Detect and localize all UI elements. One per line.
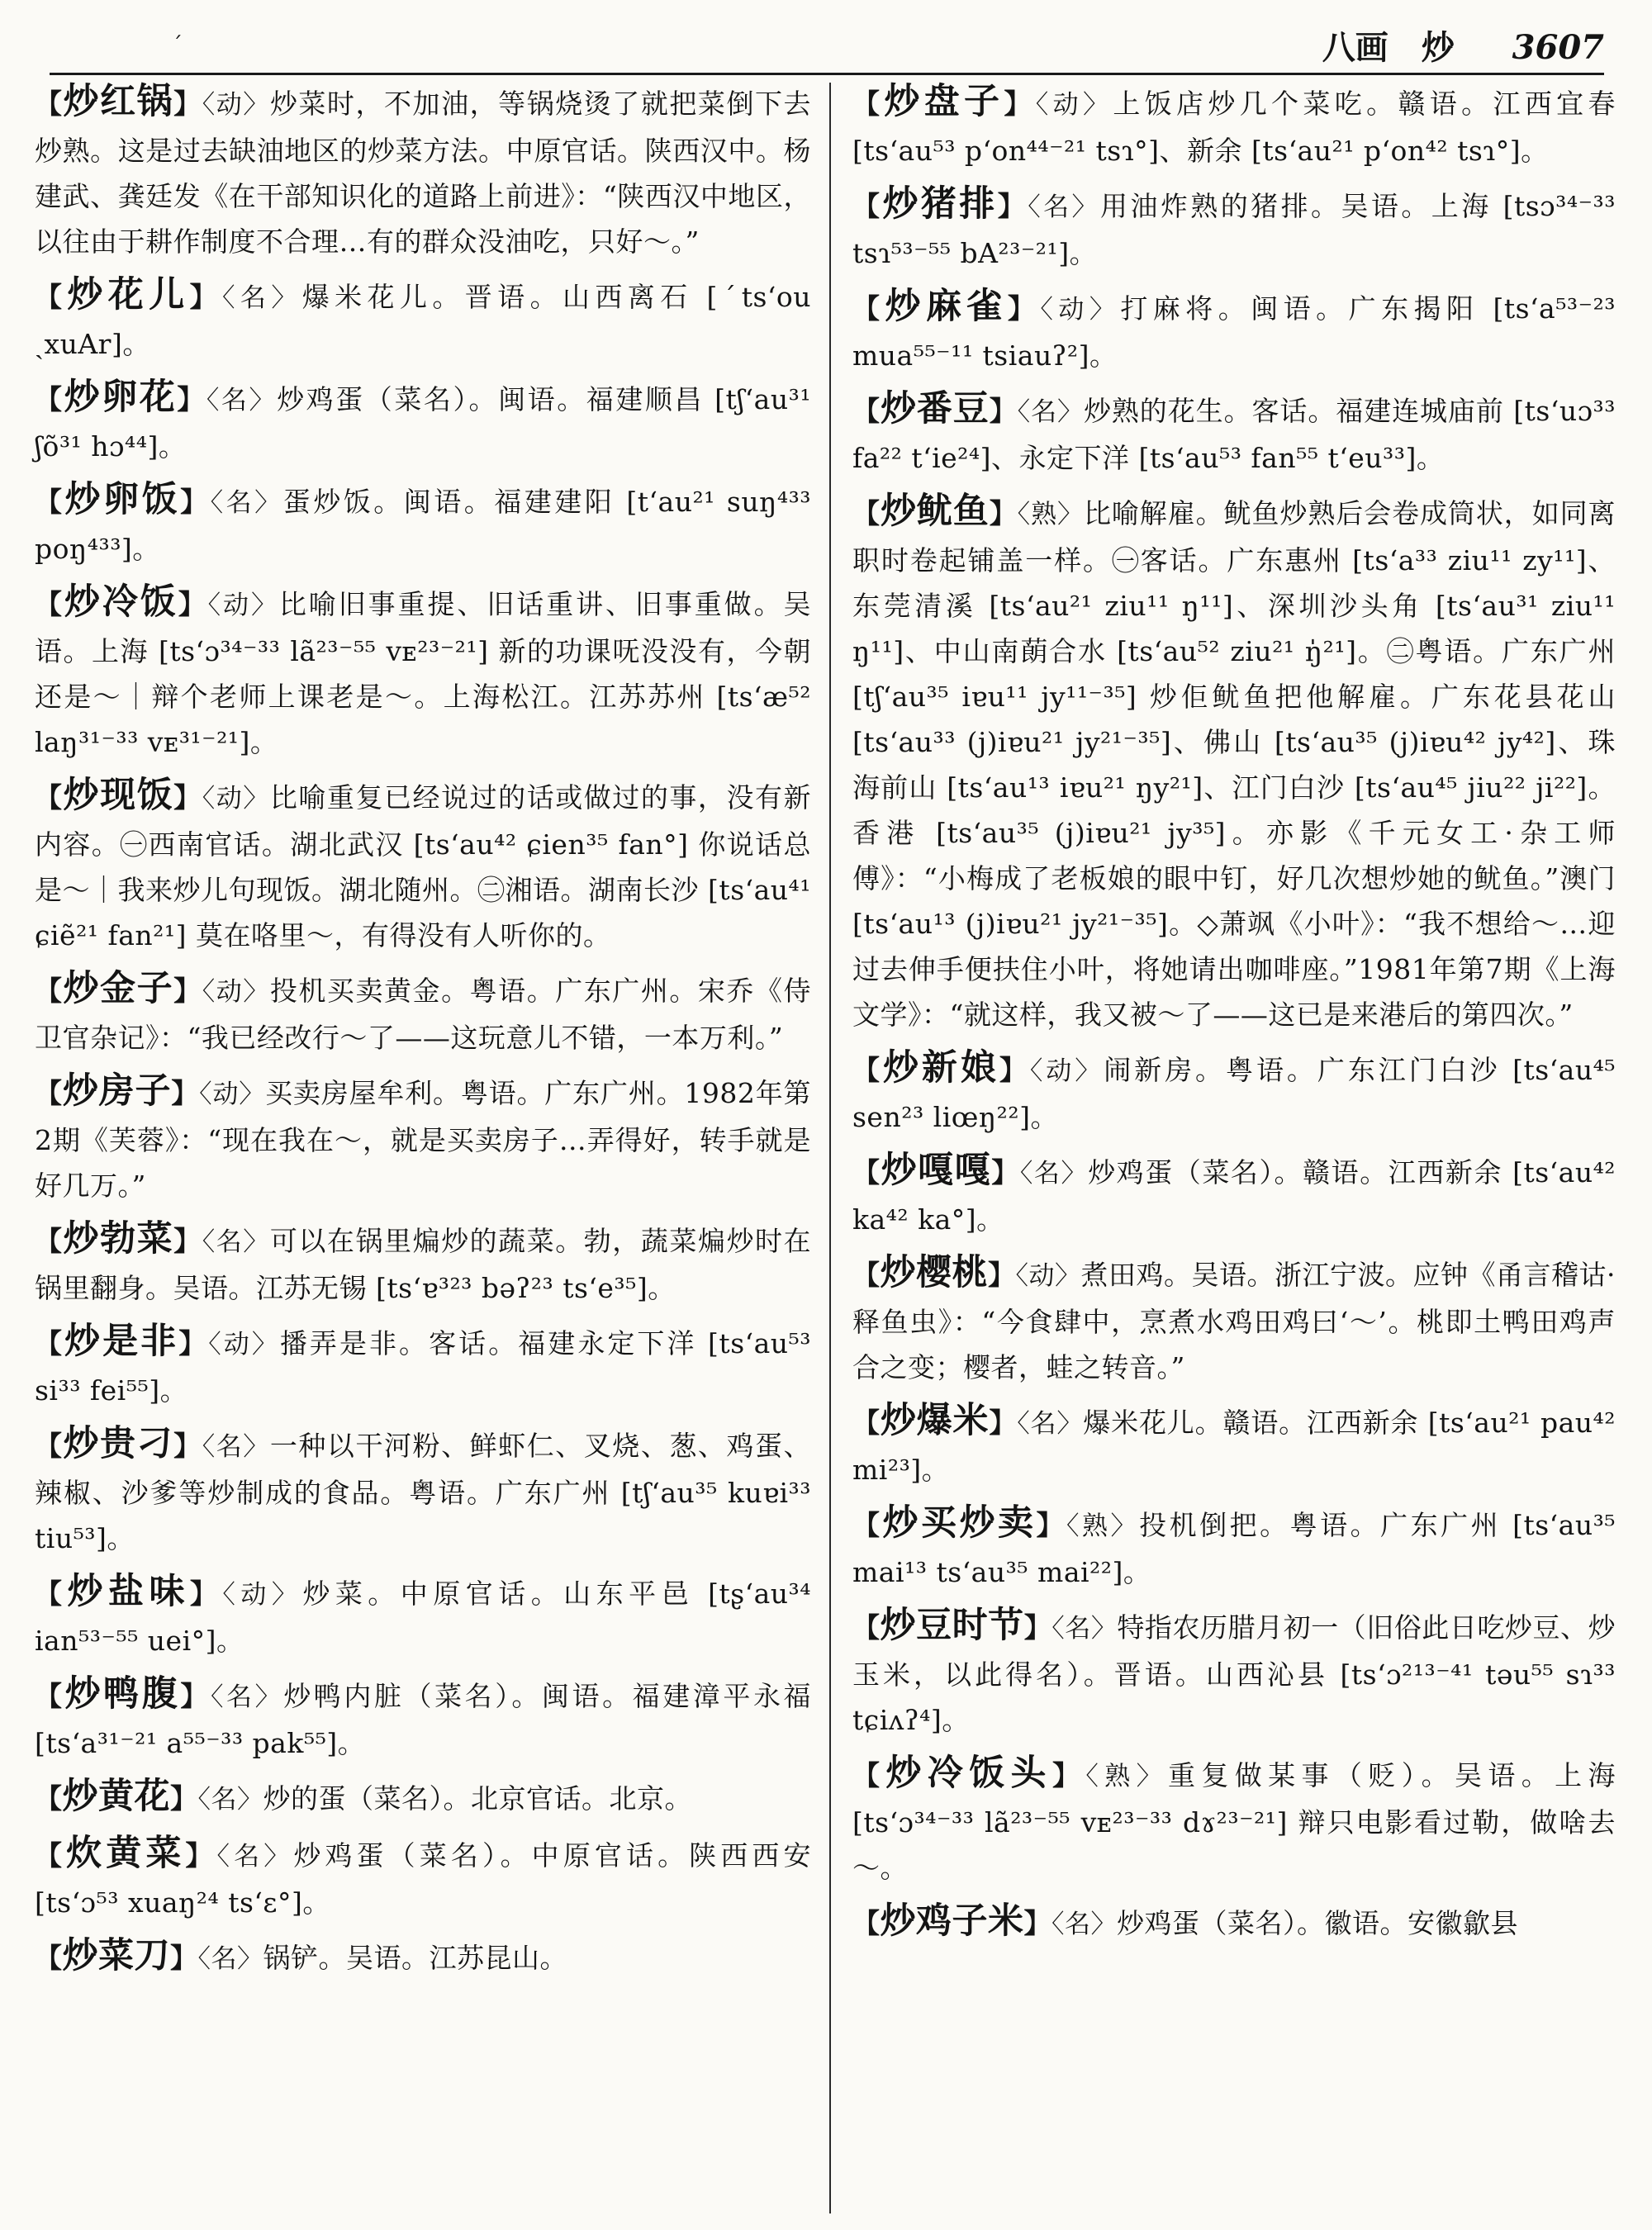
entry-headword: 炒冷饭头 bbox=[885, 1753, 1052, 1794]
entry-definition: 炒菜时，不加油，等锅烧烫了就把菜倒下去炒熟。这是过去缺油地区的炒菜方法。中原官话。陕西汉中。杨建武、龚廷发《在干部知识化的道路上前进》：“陕西汉中地区，以往由于耕作制度不合理…有的群众没油吃，只好～。” bbox=[35, 88, 812, 258]
dictionary-entry bbox=[35, 1569, 811, 1663]
entry-headword: 炒新娘 bbox=[882, 1047, 999, 1089]
entry-part-of-speech: 〈名〉 bbox=[1051, 1910, 1117, 1939]
bracket-open: 【 bbox=[35, 975, 64, 1007]
bracket-close: 】 bbox=[189, 1578, 223, 1610]
entry-definition: 用油炸熟的猪排。吴语。上海 [tsɔ³⁴⁻³³ tsɿ⁵³⁻⁵⁵ bA²³⁻²¹]。 bbox=[852, 190, 1616, 269]
entry-definition: 特指农历腊月初一（旧俗此日吃炒豆、炒玉米，以此得名）。晋语。山西沁县 [ts‘ɔ²¹³⁻⁴¹ təu⁵⁵ sɿ³³ tɕiʌʔ⁴]。 bbox=[852, 1611, 1616, 1736]
right-column bbox=[852, 79, 1616, 1956]
bracket-close: 】 bbox=[178, 1327, 209, 1359]
bracket-close: 】 bbox=[988, 1259, 1016, 1291]
entry-part-of-speech: 〈动〉 bbox=[1015, 1261, 1081, 1291]
entry-headword: 炒菜刀 bbox=[62, 1935, 170, 1976]
dictionary-entry bbox=[852, 1398, 1616, 1492]
bracket-close: 】 bbox=[189, 281, 223, 313]
entry-definition: 闹新房。粤语。广东江门白沙 [ts‘au⁴⁵ sen²³ liœŋ²²]。 bbox=[852, 1054, 1616, 1133]
entry-definition: 打麻将。闽语。广东揭阳 [ts‘a⁵³⁻²³ mua⁵⁵⁻¹¹ tsiauʔ²]。 bbox=[852, 292, 1616, 372]
entry-part-of-speech: 〈名〉 bbox=[202, 1227, 270, 1257]
dictionary-entry bbox=[852, 1751, 1616, 1891]
entry-headword: 炒贵刁 bbox=[63, 1423, 174, 1464]
bracket-close: 】 bbox=[173, 781, 202, 814]
entry-definition: 投机倒把。粤语。广东广州 [ts‘au³⁵ mai¹³ ts‘au³⁵ mai²²]。 bbox=[852, 1509, 1616, 1588]
bracket-close: 】 bbox=[989, 1407, 1018, 1439]
entry-definition: 炒的蛋（菜名）。北京官话。北京。 bbox=[263, 1782, 692, 1815]
entry-part-of-speech: 〈名〉 bbox=[216, 1842, 294, 1872]
entry-headword: 炒鸡子米 bbox=[880, 1900, 1024, 1942]
bracket-open: 【 bbox=[852, 1907, 881, 1939]
dictionary-entry bbox=[35, 375, 811, 469]
entry-headword: 炒猪排 bbox=[882, 183, 998, 225]
bracket-close: 】 bbox=[989, 395, 1018, 427]
dictionary-entry bbox=[852, 79, 1616, 173]
dictionary-entry bbox=[35, 1672, 811, 1766]
bracket-open: 【 bbox=[35, 1430, 64, 1462]
entry-part-of-speech: 〈熟〉 bbox=[1085, 1762, 1168, 1791]
entry-headword: 炒卵饭 bbox=[64, 479, 181, 520]
entry-definition: 买卖房屋牟利。粤语。广东广州。1982年第2期《芙蓉》：“现在我在～，就是买卖房子…弄得好，转手就是好几万。” bbox=[35, 1077, 812, 1202]
dictionary-entry bbox=[852, 1603, 1616, 1743]
page-header bbox=[50, 15, 1604, 75]
entry-headword: 炒爆米 bbox=[880, 1400, 990, 1441]
bracket-open: 【 bbox=[35, 1942, 63, 1974]
dictionary-entry bbox=[35, 1831, 811, 1925]
bracket-open: 【 bbox=[35, 1077, 63, 1109]
bracket-open: 【 bbox=[35, 1578, 68, 1610]
header-section: 八画 bbox=[1322, 28, 1389, 67]
bracket-open: 【 bbox=[852, 1259, 881, 1291]
entry-headword: 炒房子 bbox=[62, 1070, 172, 1112]
bracket-open: 【 bbox=[852, 1759, 886, 1791]
entry-headword: 炒鸭腹 bbox=[64, 1673, 181, 1715]
dictionary-entry bbox=[35, 477, 811, 572]
bracket-open: 【 bbox=[35, 1225, 64, 1257]
header-char: 炒 bbox=[1421, 28, 1455, 67]
dictionary-entry bbox=[852, 1148, 1616, 1242]
bracket-open: 【 bbox=[852, 1407, 881, 1439]
entry-part-of-speech: 〈熟〉 bbox=[1066, 1511, 1140, 1541]
entry-definition: 炒熟的花生。客话。福建连城庙前 [ts‘uɔ³³ fa²² t‘ie²⁴]、永定下洋 [ts‘au⁵³ fan⁵⁵ t‘eu³³]。 bbox=[852, 395, 1616, 474]
bracket-close: 】 bbox=[173, 88, 202, 120]
entry-part-of-speech: 〈动〉 bbox=[202, 784, 270, 814]
entry-headword: 炒嘎嘎 bbox=[881, 1150, 992, 1191]
dictionary-entry bbox=[852, 1899, 1616, 1948]
entry-headword: 炒豆时节 bbox=[880, 1605, 1024, 1646]
entry-part-of-speech: 〈动〉 bbox=[1029, 1056, 1104, 1086]
entry-headword: 炒勃菜 bbox=[63, 1218, 174, 1260]
header-mark: ˊ bbox=[172, 33, 183, 58]
entry-headword: 炒冷饭 bbox=[64, 581, 178, 623]
bracket-close: 】 bbox=[170, 1782, 198, 1815]
entry-headword: 炒鱿鱼 bbox=[880, 491, 990, 532]
entry-part-of-speech: 〈名〉 bbox=[1051, 1614, 1118, 1644]
dictionary-entry bbox=[35, 1933, 811, 1982]
bracket-open: 【 bbox=[35, 281, 68, 313]
bracket-close: 】 bbox=[1023, 1907, 1051, 1939]
bracket-close: 】 bbox=[185, 1839, 217, 1872]
bracket-open: 【 bbox=[35, 1680, 65, 1712]
entry-part-of-speech: 〈动〉 bbox=[199, 1079, 266, 1109]
entry-part-of-speech: 〈名〉 bbox=[222, 283, 302, 313]
dictionary-entry bbox=[35, 79, 811, 264]
entry-headword: 炒盘子 bbox=[884, 81, 1004, 122]
entry-definition: 播弄是非。客话。福建永定下洋 [ts‘au⁵³ si³³ fei⁵⁵]。 bbox=[35, 1327, 812, 1407]
bracket-close: 】 bbox=[170, 1942, 198, 1974]
bracket-open: 【 bbox=[852, 1611, 881, 1644]
dictionary-entry bbox=[35, 1774, 811, 1823]
bracket-close: 】 bbox=[173, 1430, 202, 1462]
column-divider bbox=[829, 83, 831, 2213]
bracket-open: 【 bbox=[852, 1054, 883, 1086]
entry-definition: 重复做某事（贬）。吴语。上海 [ts‘ɔ³⁴⁻³³ lã²³⁻⁵⁵ vᴇ²³⁻³³ dɤ²³⁻²¹] 辩只电影看过勒，做啥去～。 bbox=[852, 1759, 1616, 1884]
entry-part-of-speech: 〈名〉 bbox=[206, 386, 278, 415]
left-column bbox=[35, 79, 811, 1990]
entry-definition: 锅铲。吴语。江苏昆山。 bbox=[263, 1942, 567, 1974]
entry-headword: 炒樱桃 bbox=[880, 1252, 988, 1293]
dictionary-entry bbox=[852, 1501, 1616, 1595]
bracket-open: 【 bbox=[35, 781, 64, 814]
bracket-close: 】 bbox=[997, 190, 1028, 222]
entry-part-of-speech: 〈动〉 bbox=[1035, 90, 1113, 120]
bracket-open: 【 bbox=[35, 1327, 65, 1359]
entry-definition: 可以在锅里煸炒的蔬菜。勃，蔬菜煸炒时在锅里翻身。吴语。江苏无锡 [ts‘ɐ³²³ bəʔ²³ ts‘e³⁵]。 bbox=[35, 1225, 812, 1304]
dictionary-entry bbox=[852, 489, 1616, 1037]
bracket-close: 】 bbox=[989, 497, 1018, 529]
dictionary-entry bbox=[35, 1421, 811, 1561]
entry-part-of-speech: 〈名〉 bbox=[197, 1944, 263, 1974]
bracket-close: 】 bbox=[171, 1077, 200, 1109]
entry-part-of-speech: 〈名〉 bbox=[1017, 1409, 1084, 1439]
bracket-close: 】 bbox=[180, 486, 211, 518]
entry-headword: 炒红锅 bbox=[63, 81, 174, 122]
entry-headword: 炒买炒卖 bbox=[882, 1502, 1037, 1544]
dictionary-entry bbox=[35, 773, 811, 958]
entry-definition: 炒鸡蛋（菜名）。闽语。福建顺昌 [tʃ‘au³¹ ʃõ³¹ hɔ⁴⁴]。 bbox=[35, 383, 812, 463]
dictionary-entry bbox=[35, 273, 811, 367]
header-running-title bbox=[1301, 21, 1604, 69]
bracket-open: 【 bbox=[35, 588, 64, 620]
bracket-open: 【 bbox=[35, 383, 64, 415]
bracket-open: 【 bbox=[852, 190, 883, 222]
entry-part-of-speech: 〈名〉 bbox=[202, 1432, 270, 1462]
entry-headword: 炒番豆 bbox=[880, 388, 990, 429]
entry-part-of-speech: 〈动〉 bbox=[207, 591, 279, 620]
entry-headword: 炒现饭 bbox=[63, 775, 174, 816]
entry-definition: 炒鸡蛋（菜名）。中原官话。陕西西安 [ts‘ɔ⁵³ xuaŋ²⁴ ts‘ɛ°]。 bbox=[35, 1839, 812, 1919]
entry-definition: 炒鸭内脏（菜名）。闽语。福建漳平永福 [ts‘a³¹⁻²¹ a⁵⁵⁻³³ pak⁵⁵]。 bbox=[35, 1680, 812, 1759]
entry-definition: 炒鸡蛋（菜名）。赣语。江西新余 [ts‘au⁴² ka⁴² ka°]。 bbox=[852, 1156, 1616, 1236]
entry-headword: 炒花儿 bbox=[67, 274, 190, 316]
entry-headword: 炒黄花 bbox=[62, 1776, 170, 1817]
dictionary-entry bbox=[852, 182, 1616, 276]
dictionary-entry bbox=[35, 966, 811, 1060]
bracket-close: 】 bbox=[1051, 1759, 1086, 1791]
entry-definition: 蛋炒饭。闽语。福建建阳 [t‘au²¹ suŋ⁴³³ poŋ⁴³³]。 bbox=[35, 486, 812, 565]
bracket-close: 】 bbox=[999, 1054, 1030, 1086]
entry-definition: 煮田鸡。吴语。浙江宁波。应钟《甬言稽诂·释鱼虫》：“今食肆中，烹煮水鸡田鸡曰‘～’。桃即土鸭田鸡声合之变；樱者，蛙之转音。” bbox=[852, 1259, 1616, 1383]
entry-part-of-speech: 〈动〉 bbox=[1040, 295, 1121, 325]
page-number: 3607 bbox=[1512, 28, 1604, 67]
entry-definition: 上饭店炒几个菜吃。赣语。江西宜春 [ts‘au⁵³ p‘on⁴⁴⁻²¹ tsɿ°]、新余 [ts‘au²¹ p‘on⁴² tsɿ°]。 bbox=[852, 88, 1616, 167]
bracket-open: 【 bbox=[35, 1782, 63, 1815]
dictionary-entry bbox=[35, 580, 811, 765]
entry-part-of-speech: 〈名〉 bbox=[1028, 192, 1100, 222]
entry-definition: 爆米花儿。赣语。江西新余 [ts‘au²¹ pau⁴² mi²³]。 bbox=[852, 1407, 1616, 1486]
bracket-close: 】 bbox=[991, 1156, 1020, 1189]
bracket-close: 】 bbox=[1036, 1509, 1067, 1541]
bracket-close: 】 bbox=[1007, 292, 1041, 325]
entry-definition: 炒菜。中原官话。山东平邑 [tʂ‘au³⁴ ian⁵³⁻⁵⁵ uei°]。 bbox=[35, 1578, 812, 1657]
bracket-close: 】 bbox=[1023, 1611, 1052, 1644]
bracket-close: 】 bbox=[173, 975, 202, 1007]
entry-part-of-speech: 〈名〉 bbox=[1017, 397, 1084, 427]
dictionary-entry bbox=[852, 387, 1616, 481]
entry-headword: 炒金子 bbox=[63, 968, 174, 1009]
entry-part-of-speech: 〈动〉 bbox=[208, 1330, 280, 1359]
bracket-open: 【 bbox=[35, 486, 65, 518]
bracket-open: 【 bbox=[852, 88, 885, 120]
entry-definition: 炒鸡蛋（菜名）。徽语。安徽歙县 bbox=[1117, 1907, 1518, 1939]
bracket-open: 【 bbox=[852, 395, 881, 427]
bracket-close: 】 bbox=[178, 588, 208, 620]
entry-part-of-speech: 〈动〉 bbox=[202, 977, 270, 1007]
dictionary-entry bbox=[852, 284, 1616, 378]
dictionary-entry bbox=[35, 1069, 811, 1208]
entry-definition: 投机买卖黄金。粤语。广东广州。宋乔《侍卫官杂记》：“我已经改行～了——这玩意儿不错，一本万利。” bbox=[35, 975, 812, 1054]
entry-definition: 比喻旧事重提、旧话重讲、旧事重做。吴语。上海 [ts‘ɔ³⁴⁻³³ lã²³⁻⁵⁵ vᴇ²³⁻²¹] 新的功课呒没没有，今朝还是～｜辩个老师上课老是～。上海松江。江苏苏州 [ts‘æ⁵² laŋ³¹⁻³³ vᴇ³¹⁻²¹]。 bbox=[35, 588, 812, 758]
bracket-open: 【 bbox=[852, 497, 881, 529]
bracket-close: 】 bbox=[177, 383, 206, 415]
entry-definition: 爆米花儿。晋语。山西离石 [ˊts‘ou ˏxuAr]。 bbox=[35, 281, 812, 360]
bracket-open: 【 bbox=[852, 1509, 883, 1541]
entry-part-of-speech: 〈动〉 bbox=[202, 90, 270, 120]
entry-part-of-speech: 〈动〉 bbox=[222, 1580, 303, 1610]
bracket-close: 】 bbox=[173, 1225, 202, 1257]
dictionary-entry bbox=[852, 1046, 1616, 1140]
entry-headword: 炊黄菜 bbox=[66, 1833, 186, 1874]
bracket-open: 【 bbox=[852, 292, 885, 325]
dictionary-entry bbox=[35, 1217, 811, 1311]
entry-part-of-speech: 〈熟〉 bbox=[1017, 500, 1084, 529]
entry-headword: 炒盐味 bbox=[67, 1571, 190, 1612]
entry-definition: 一种以干河粉、鲜虾仁、叉烧、葱、鸡蛋、辣椒、沙爹等炒制成的食品。粤语。广东广州 [tʃ‘au³⁵ kuɐi³³ tiu⁵³]。 bbox=[35, 1430, 812, 1554]
entry-headword: 炒卵花 bbox=[64, 377, 178, 418]
entry-definition: 比喻解雇。鱿鱼炒熟后会卷成筒状，如同离职时卷起铺盖一样。㊀客话。广东惠州 [ts‘a³³ ziu¹¹ zy¹¹]、东莞清溪 [ts‘au²¹ ziu¹¹ ŋ¹¹]、深圳沙头角 [ts‘au³¹ ziu¹¹ ŋ¹¹]、中山南蓢合水 [ts‘au⁵² ziu²¹ ŋ̍²¹]。㊁粤语。广东广州 [tʃ‘au³⁵ iɐu¹¹ jy¹¹⁻³⁵] 炒佢鱿鱼把他解雇。广东花县花山 [ts‘au³³ (j)iɐu²¹ jy²¹⁻³⁵]、佛山 [ts‘au³⁵ (j)iɐu⁴² jy⁴²]、珠海前山 [ts‘au¹³ iɐu²¹ ŋy²¹]、江门白沙 [ts‘au⁴⁵ jiu²² ji²²]。香港 [ts‘au³⁵ (j)iɐu²¹ jy³⁵]。亦影《千元女工·杂工师傅》：“小梅成了老板娘的眼中钉，好几次想炒她的鱿鱼。”澳门 [ts‘au¹³ (j)iɐu²¹ jy²¹⁻³⁵]。◇萧飒《小叶》：“我不想给～…迎过去伸手便扶住小叶，将她请出咖啡座。”1981年第7期《上海文学》：“就这样，我又被～了——这已是来港后的第四次。” bbox=[852, 497, 1616, 1031]
entry-part-of-speech: 〈名〉 bbox=[1019, 1159, 1089, 1189]
bracket-close: 】 bbox=[1004, 88, 1036, 120]
entry-headword: 炒是非 bbox=[64, 1321, 179, 1362]
bracket-close: 】 bbox=[180, 1680, 211, 1712]
bracket-open: 【 bbox=[35, 1839, 67, 1872]
dictionary-entry bbox=[852, 1250, 1616, 1390]
bracket-open: 【 bbox=[852, 1156, 881, 1189]
dictionary-entry bbox=[35, 1319, 811, 1413]
entry-headword: 炒麻雀 bbox=[885, 286, 1008, 327]
entry-part-of-speech: 〈名〉 bbox=[210, 488, 283, 518]
entry-part-of-speech: 〈名〉 bbox=[210, 1682, 284, 1712]
entry-part-of-speech: 〈名〉 bbox=[197, 1785, 263, 1815]
entry-definition: 比喻重复已经说过的话或做过的事，没有新内容。㊀西南官话。湖北武汉 [ts‘au⁴² ɕien³⁵ fan°] 你说话总是～｜我来炒儿句现饭。湖北随州。㊁湘语。湖南长沙 [ts‘au⁴¹ ɕiẽ²¹ fan²¹] 莫在咯里～，有得没有人听你的。 bbox=[35, 781, 812, 951]
bracket-open: 【 bbox=[35, 88, 64, 120]
